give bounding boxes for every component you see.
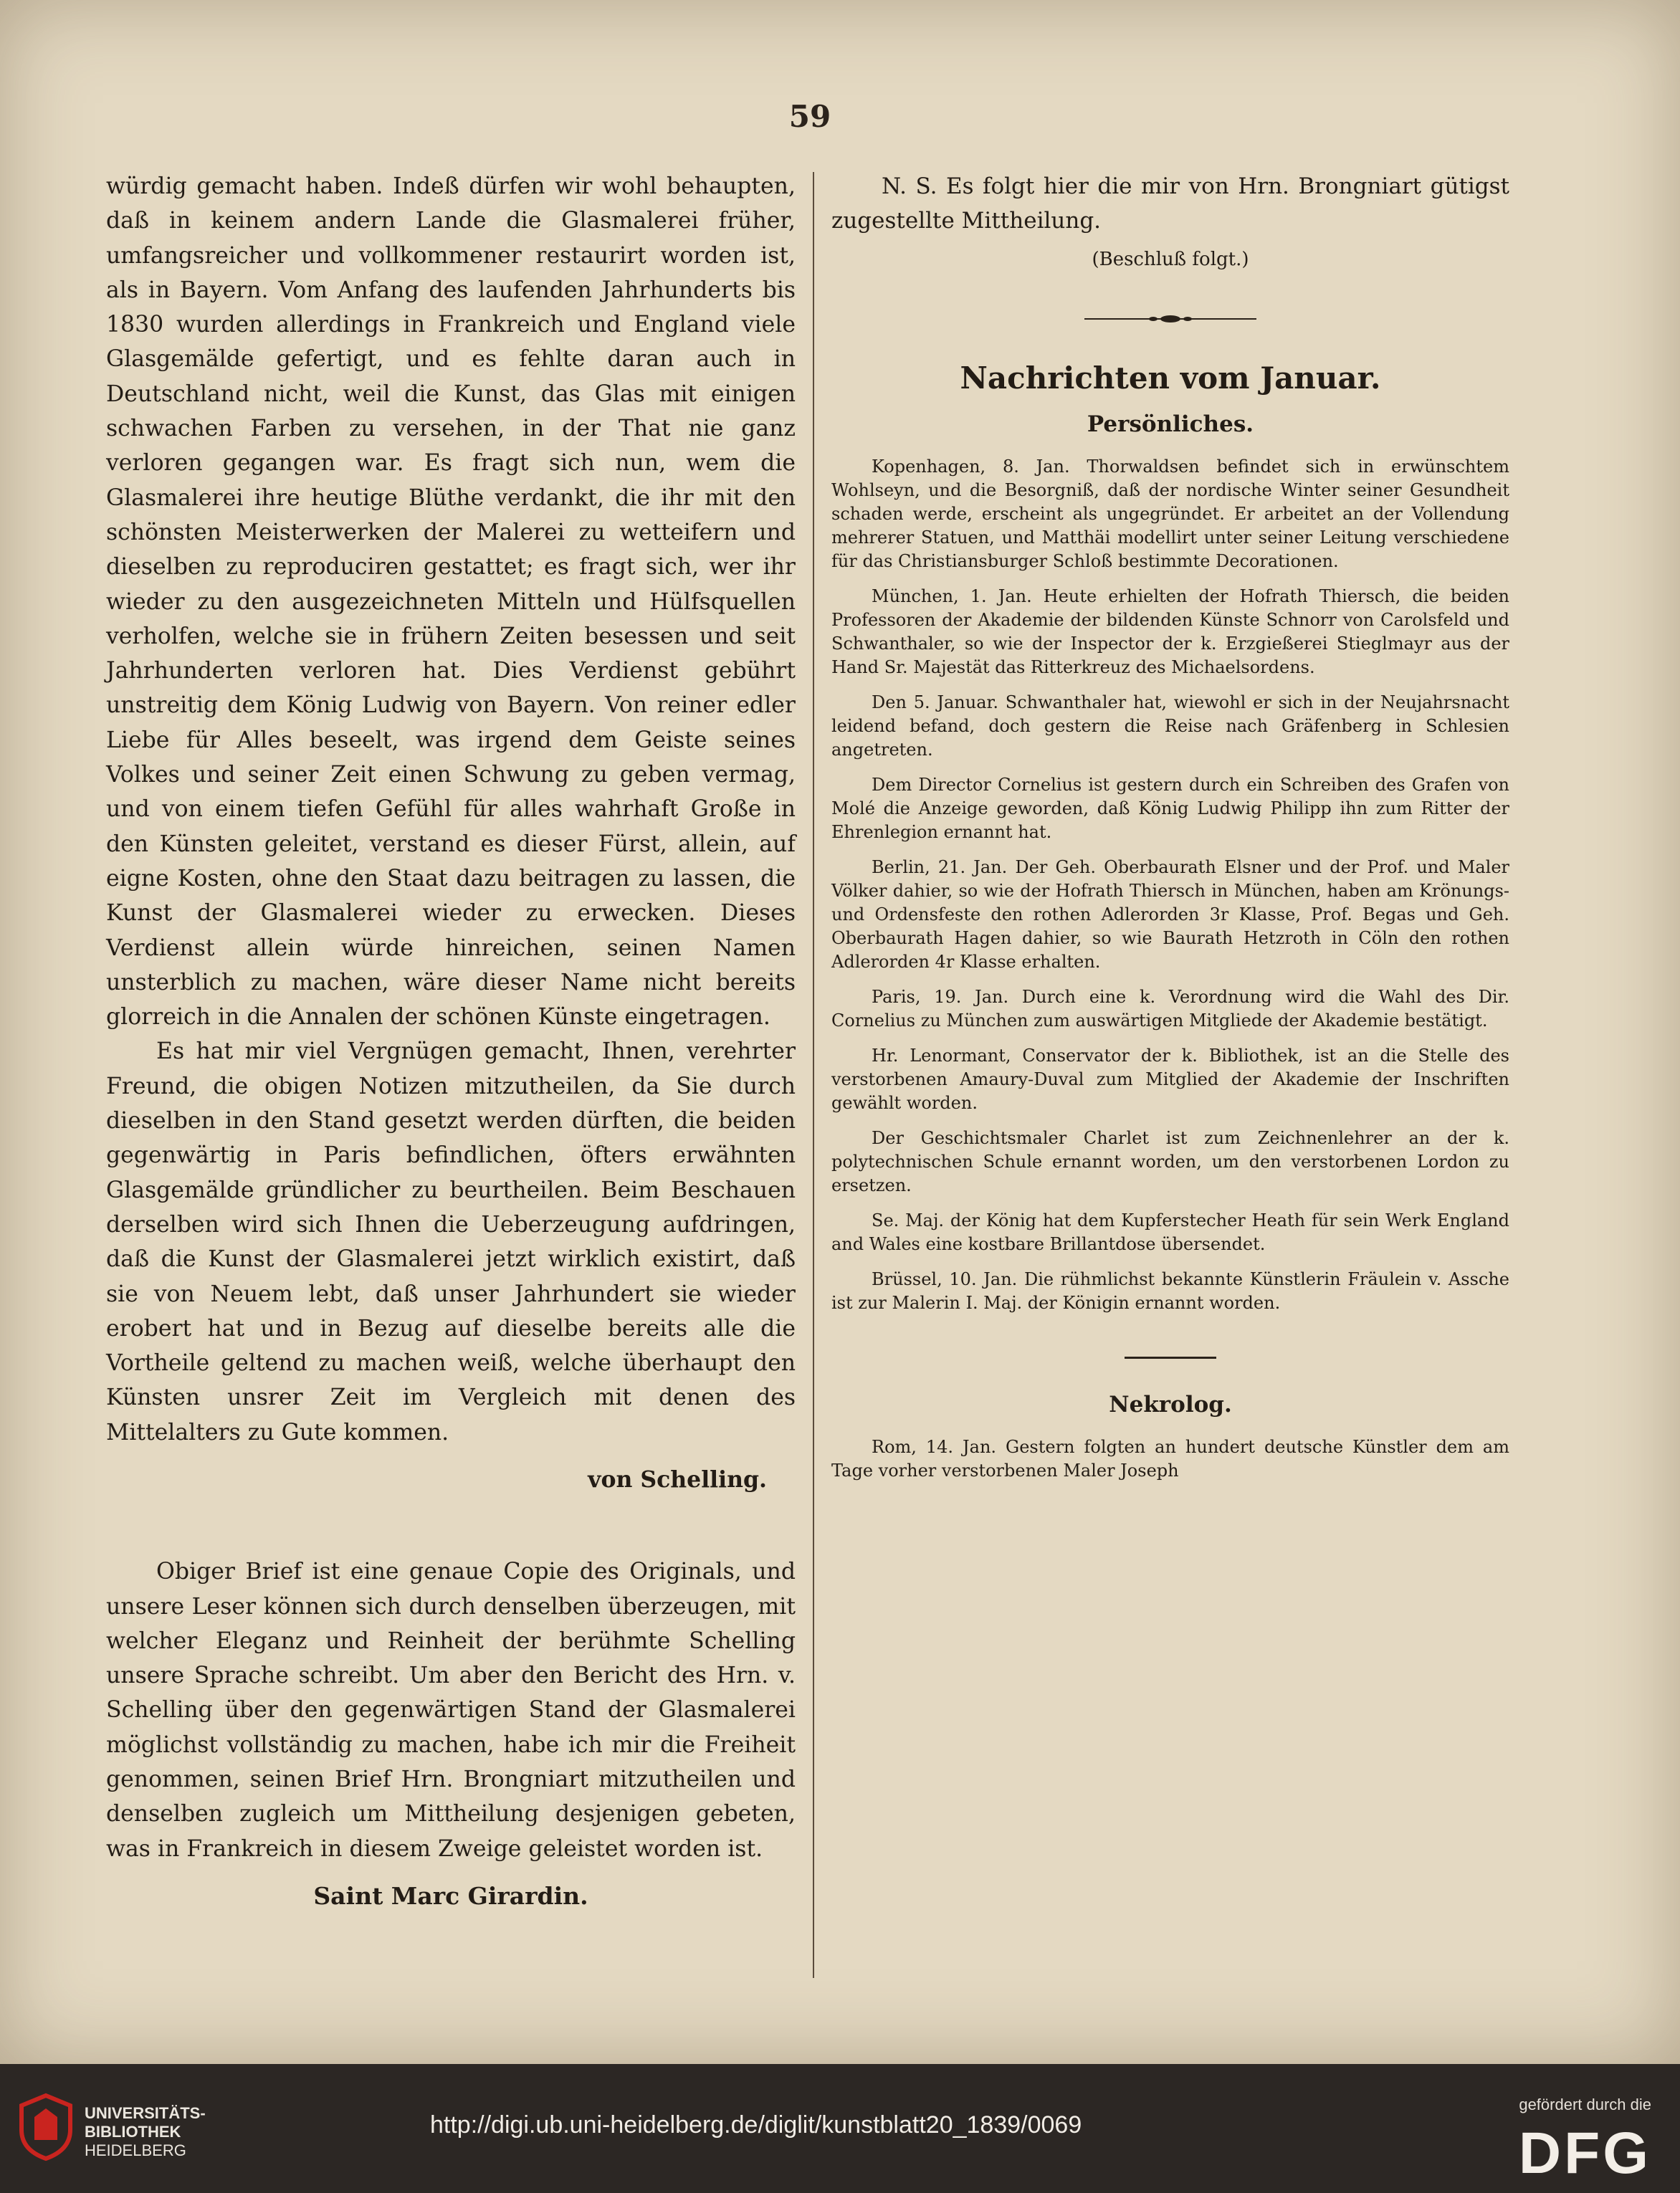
news-entry: Kopenhagen, 8. Jan. Thorwaldsen befindet sich in erwünschtem Wohlseyn, und die Besorgniß, daß der nordische Winter seiner Gesundheit schaden werde, erscheint als ungegründet. Er arbeitet an der Vollendung mehrerer Statuen, und Matthäi modellirt unter seiner Leitung verschiedene für das Christiansburger Schloß bestimmte Decorationen. [831, 457, 1509, 571]
column-divider [813, 172, 814, 1978]
library-line-1: UNIVERSITÄTS- [85, 2104, 206, 2122]
left-column [106, 169, 796, 1914]
funding-caption: gefördert durch die [1519, 2096, 1651, 2113]
signature-schelling: von Schelling. [588, 1466, 767, 1493]
news-entry: Berlin, 21. Jan. Der Geh. Oberbaurath Elsner und der Prof. und Maler Völker dahier, so wie der Hofrath Thiersch in München, haben am Krönungs- und Ordensfeste den rothen Adlerorden 3r Klasse, Prof. Begas und Geh. Oberbaurath Hagen dahier, so wie Baurath Hetzroth in Cöln den rothen Adlerorden 4r Klasse erhalten. [831, 857, 1509, 972]
subsection-personal: Persönliches. [1087, 411, 1254, 437]
library-name[interactable] [85, 2104, 206, 2160]
news-entry: Den 5. Januar. Schwanthaler hat, wiewohl er sich in der Neujahrsnacht leidend befand, doch gestern die Reise nach Gräfenberg in Schlesien angetreten. [831, 692, 1509, 760]
news-entry: München, 1. Jan. Heute erhielten der Hofrath Thiersch, die beiden Professoren der Akademie der bildenden Künste Schnorr von Carolsfeld und Schwanthaler, so wie der Inspector der k. Erzgießerei Stieglmayr aus der Hand Sr. Majestät das Ritterkreuz des Michaelsordens. [831, 586, 1509, 677]
library-line-2: BIBLIOTHEK [85, 2123, 181, 2141]
right-column [831, 169, 1509, 1494]
signature-girardin: Saint Marc Girardin. [313, 1881, 588, 1910]
news-entry: Paris, 19. Jan. Durch eine k. Verordnung wird die Wahl des Dir. Cornelius zu München zum auswärtigen Mitgliede der Akademie bestätigt. [831, 987, 1509, 1031]
left-paragraph-1: würdig gemacht haben. Indeß dürfen wir wohl behaupten, daß in keinem andern Lande die Glasmalerei früher, umfangsreicher und vollkommener restaurirt worden ist, als in Bayern. Vom Anfang des laufenden Jahrhunderts bis 1830 wurden allerdings in Frankreich und England viele Glasgemälde gefertigt, und es fehlte daran auch in Deutschland nicht, weil die Kunst, das Glas mit einigen schwachen Farben zu versehen, in der That nie ganz verloren gegangen war. Es fragt sich nun, wem die Glasmalerei ihre heutige Blüthe verdankt, die ihr mit den schönsten Meisterwerken der Malerei zu wetteifern und dieselben zu reproduciren gestattet; es fragt sich, wer ihr wieder zu den ausgezeichneten Mitteln und Hülfsquellen verholfen, welche sie in frühern Zeiten besessen und seit Jahrhunderten verloren hat. Dies Verdienst gebührt unstreitig dem König Ludwig von Bayern. Von reiner edler Liebe für Alles beseelt, was irgend dem Geiste seines Volkes und seiner Zeit einen Schwung zu geben vermag, und von einem tiefen Gefühl für alles wahrhaft Große in den Künsten geleitet, verstand es dieser Fürst, allein, auf eigne Kosten, ohne den Staat dazu beitragen zu lassen, die Kunst der Glasmalerei wieder zu erwecken. Dieses Verdienst allein würde hinreichen, seinen Namen unsterblich zu machen, wäre dieser Name nicht bereits glorreich in die Annalen der schönen Künste eingetragen. [106, 173, 796, 1031]
news-entry: Der Geschichtsmaler Charlet ist zum Zeichnenlehrer an der k. polytechnischen Schule ernannt worden, um den verstorbenen Lordon zu ersetzen. [831, 1128, 1509, 1195]
subsection-obituary: Nekrolog. [1109, 1392, 1232, 1418]
continuation-note: (Beschluß folgt.) [1092, 249, 1249, 270]
dfg-logo[interactable]: DFG [1518, 2121, 1651, 2186]
viewer-footer [0, 2064, 1680, 2193]
left-paragraph-2: Es hat mir viel Vergnügen gemacht, Ihnen, verehrter Freund, die obigen Notizen mitzutheilen, da Sie durch dieselben in den Stand gesetzt werden dürften, die beiden gegenwärtig in Paris befindlichen, öfters erwähnten Glasgemälde gründlicher zu beurtheilen. Beim Beschauen derselben wird sich Ihnen die Ueberzeugung aufdringen, daß die Kunst der Glasmalerei jetzt wirklich existirt, daß sie von Neuem lebt, daß unser Jahrhundert sie wieder erobert hat und in Bezug auf dieselbe bereits alle die Vortheile geltend zu machen weiß, welche überhaupt den Künsten unsrer Zeit im Vergleich mit denen des Mittelalters zu Gute kommen. [106, 1038, 796, 1446]
news-entry: Dem Director Cornelius ist gestern durch ein Schreiben des Grafen von Molé die Anzeige geworden, daß König Ludwig Philipp ihn zum Ritter der Ehrenlegion ernannt hat. [831, 775, 1509, 842]
ns-paragraph: N. S. Es folgt hier die mir von Hrn. Brongniart gütigst zugestellte Mittheilung. [831, 173, 1509, 234]
library-line-3: HEIDELBERG [85, 2141, 186, 2159]
news-entry: Se. Maj. der König hat dem Kupferstecher Heath für sein Werk England and Wales eine kostbare Brillantdose übersendet. [831, 1210, 1509, 1254]
news-entry: Hr. Lenormant, Conservator der k. Bibliothek, ist an die Stelle des verstorbenen Amaury-Duval zum Mitglied der Akademie der Inschriften gewählt worden. [831, 1046, 1509, 1113]
ornament-icon [1084, 313, 1256, 325]
section-title: Nachrichten vom Januar. [960, 360, 1381, 396]
page-number: 59 [788, 99, 831, 134]
left-paragraph-3: Obiger Brief ist eine genaue Copie des Originals, und unsere Leser können sich durch denselben überzeugen, mit welcher Eleganz und Reinheit der berühmte Schelling unsere Sprache schreibt. Um aber den Bericht des Hrn. v. Schelling über den gegenwärtigen Stand der Glasmalerei möglichst vollständig zu machen, habe ich mir die Freiheit genommen, seinen Brief Hrn. Brongniart mitzutheilen und denselben zugleich um Mittheilung desjenigen gebeten, was in Frankreich in diesem Zweige geleistet worden ist. [106, 1559, 796, 1862]
obituary-entry: Rom, 14. Jan. Gestern folgten an hundert deutsche Künstler dem am Tage vorher verstorbenen Maler Joseph [831, 1437, 1509, 1481]
news-entry: Brüssel, 10. Jan. Die rühmlichst bekannte Künstlerin Fräulein v. Assche ist zur Malerin I. Maj. der Königin ernannt worden. [831, 1269, 1509, 1313]
permalink-url[interactable]: http://digi.ub.uni-heidelberg.de/diglit/kunstblatt20_1839/0069 [430, 2111, 1082, 2139]
short-rule [1125, 1357, 1216, 1359]
ornament-divider [1077, 313, 1264, 325]
library-seal-icon[interactable] [17, 2093, 75, 2164]
